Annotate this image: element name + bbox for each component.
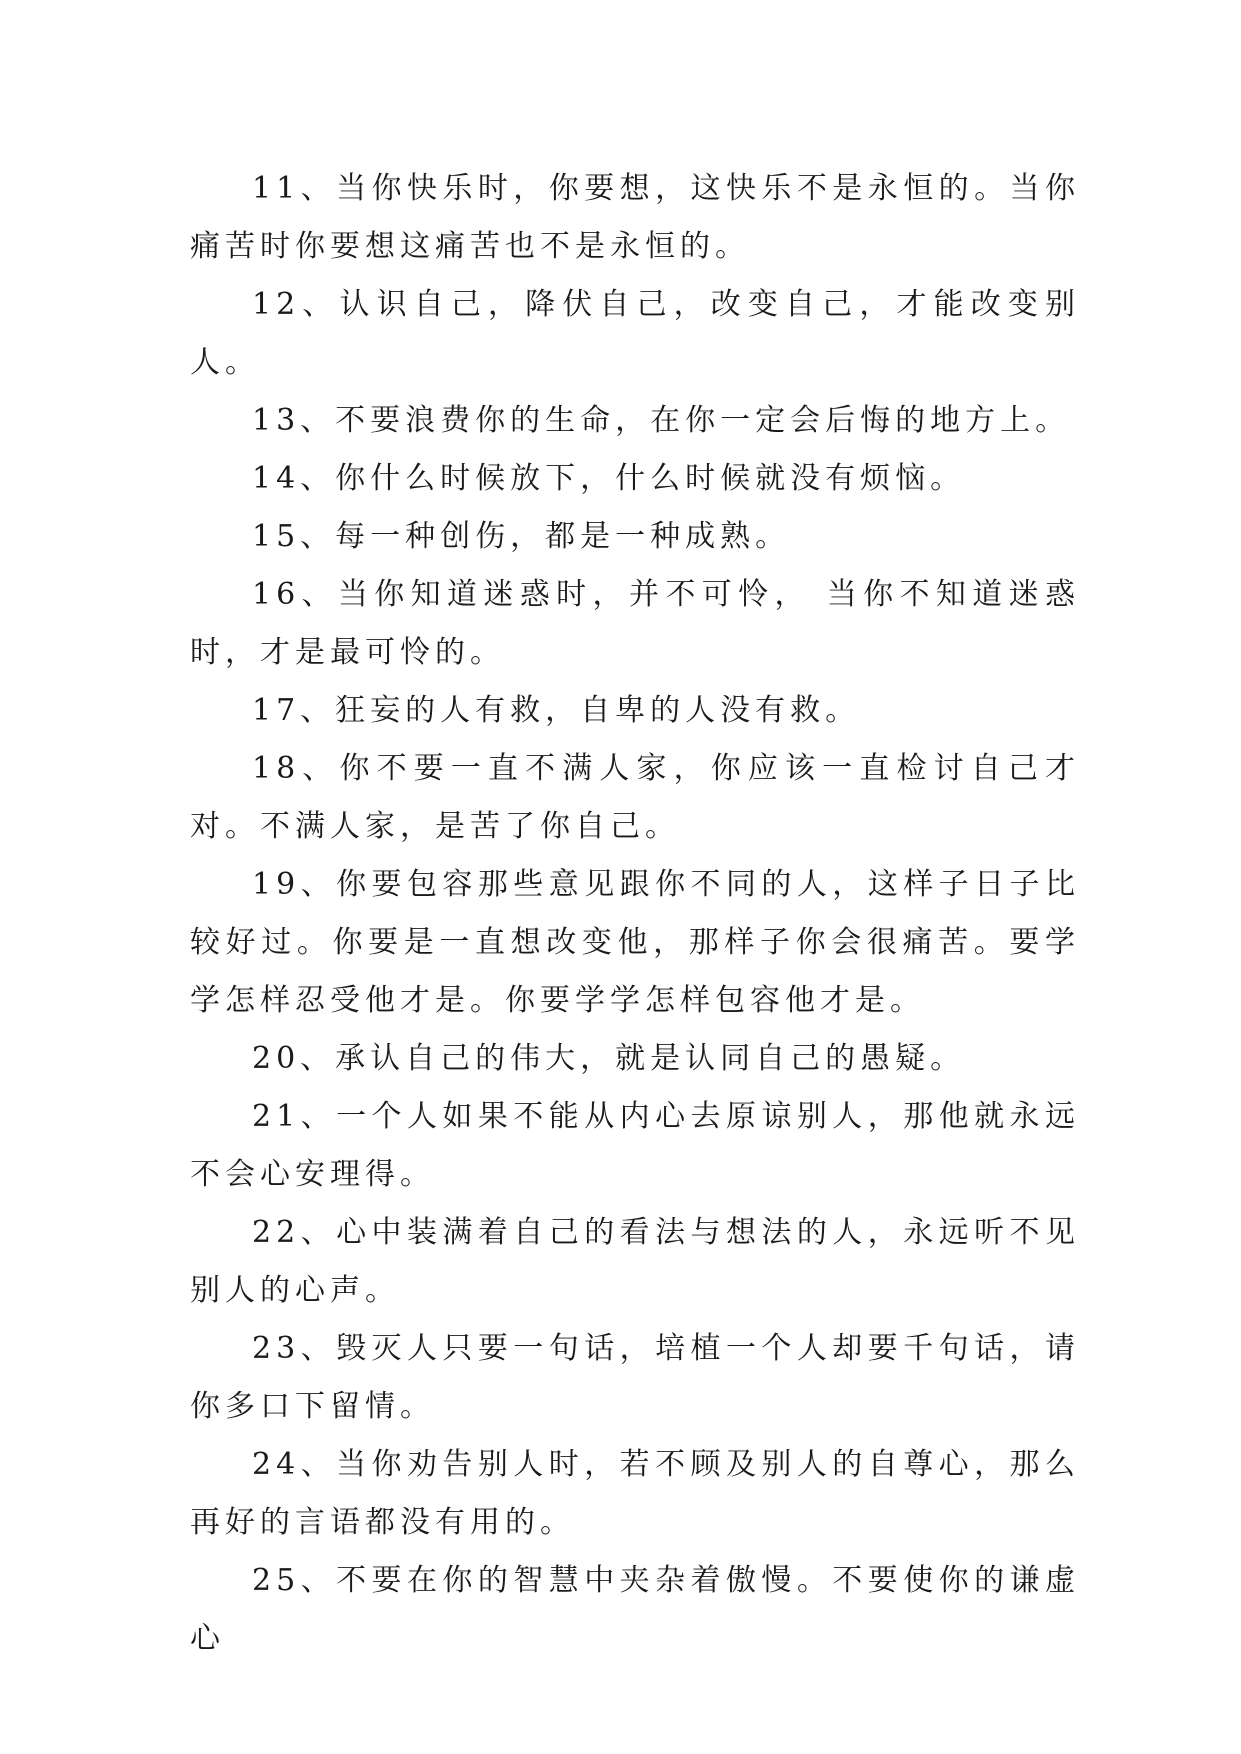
paragraph-17: 17、狂妄的人有救，自卑的人没有救。	[252, 693, 861, 728]
paragraph-11: 11、当你快乐时，你要想，这快乐不是永恒的。当你痛苦时你要想这痛苦也不是永恒的。	[190, 171, 1080, 264]
paragraph-20: 20、承认自己的伟大，就是认同自己的愚疑。	[252, 1041, 966, 1076]
paragraph-13: 13、不要浪费你的生命，在你一定会后悔的地方上。	[252, 403, 1071, 438]
paragraph-25: 25、不要在你的智慧中夹杂着傲慢。不要使你的谦虚心	[190, 1563, 1080, 1656]
document-body	[190, 160, 1080, 1668]
paragraph-12: 12、认识自己，降伏自己，改变自己，才能改变别人。	[190, 287, 1080, 380]
paragraph-16: 16、当你知道迷惑时，并不可怜， 当你不知道迷惑时，才是最可怜的。	[190, 577, 1080, 670]
paragraph-15: 15、每一种创伤，都是一种成熟。	[252, 519, 791, 554]
paragraph-24: 24、当你劝告别人时，若不顾及别人的自尊心，那么再好的言语都没有用的。	[190, 1447, 1080, 1540]
paragraph-22: 22、心中装满着自己的看法与想法的人，永远听不见别人的心声。	[190, 1215, 1080, 1308]
paragraph-14: 14、你什么时候放下，什么时候就没有烦恼。	[252, 461, 966, 496]
paragraph-19: 19、你要包容那些意见跟你不同的人，这样子日子比较好过。你要是一直想改变他，那样子你会很痛苦。要学学怎样忍受他才是。你要学学怎样包容他才是。	[190, 867, 1080, 1018]
paragraph-18: 18、你不要一直不满人家，你应该一直检讨自己才对。不满人家，是苦了你自己。	[190, 751, 1080, 844]
paragraph-21: 21、一个人如果不能从内心去原谅别人，那他就永远不会心安理得。	[190, 1099, 1080, 1192]
paragraph-23: 23、毁灭人只要一句话，培植一个人却要千句话，请你多口下留情。	[190, 1331, 1080, 1424]
